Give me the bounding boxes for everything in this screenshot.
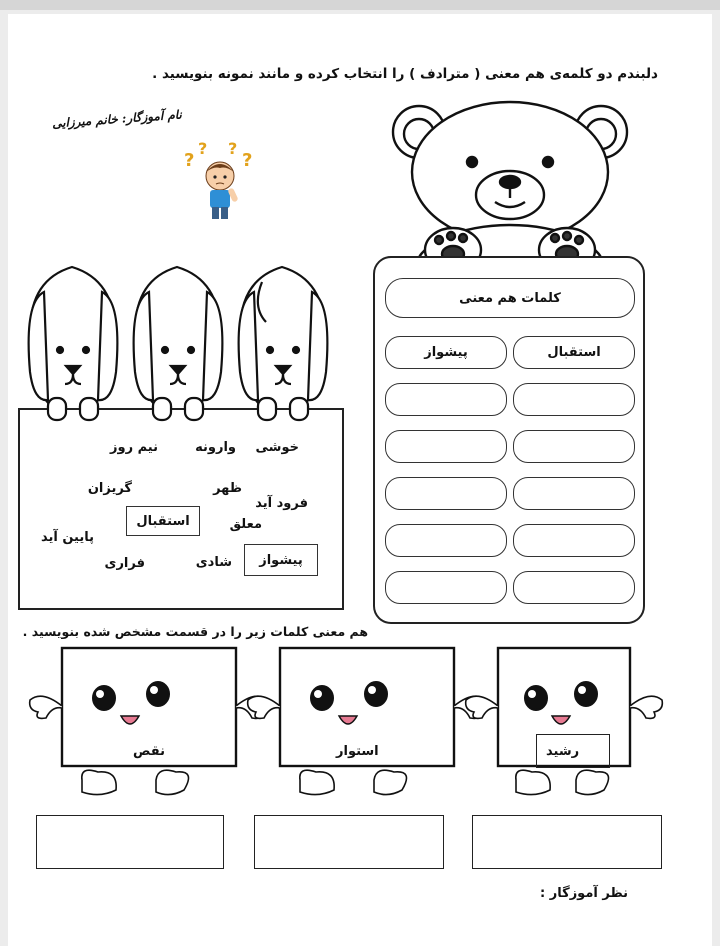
square-character-icon (466, 648, 663, 795)
teacher-signature: نام آموزگار: خانم میرزایی (51, 107, 183, 131)
answer-box[interactable] (472, 815, 662, 869)
square-character-icon (30, 648, 269, 795)
answer-slot-left[interactable] (385, 430, 507, 463)
bear-clipart (385, 100, 635, 272)
confused-boy-clipart (176, 140, 266, 224)
answer-slot-left[interactable] (385, 383, 507, 416)
character-word: نقص (133, 744, 165, 759)
svg-text:?: ? (242, 150, 253, 171)
answer-slot-left[interactable] (385, 524, 507, 557)
word-bank-word: فراری (104, 556, 145, 571)
word-bank-word: شادی (195, 555, 232, 570)
square-characters-clipart (20, 646, 680, 812)
teacher-comment-label: نظر آموزگار : (540, 886, 628, 901)
character-word: رشید (546, 744, 580, 759)
answer-slot-right[interactable] (513, 477, 635, 510)
top-bar (0, 0, 720, 10)
example-answer-left: پیشواز (385, 336, 507, 369)
character-word: استوار (336, 744, 379, 759)
word-bank-word: فرود آید (255, 496, 308, 511)
instruction-2: هم معنی کلمات زیر را در قسمت مشخص شده بنویسید . (22, 624, 368, 639)
answer-box[interactable] (36, 815, 224, 869)
word-bank-word: گریزان (87, 481, 132, 496)
word-bank-word: نیم روز (110, 440, 158, 455)
svg-text:?: ? (184, 150, 195, 171)
svg-text:?: ? (198, 140, 208, 158)
word-bank-word: خوشی (255, 440, 299, 455)
answer-box[interactable] (254, 815, 444, 869)
answer-slot-left[interactable] (385, 477, 507, 510)
answer-slot-left[interactable] (385, 571, 507, 604)
instruction-1: دلبندم دو کلمه‌ی هم معنی ( مترادف ) را انتخاب کرده و مانند نمونه بنویسید . (152, 66, 658, 82)
word-bank-word: ظهر (213, 481, 242, 496)
square-character-icon (248, 648, 487, 795)
answer-slot-right[interactable] (513, 571, 635, 604)
example-answer-right: استقبال (513, 336, 635, 369)
synonym-table-header: کلمات هم معنی (385, 278, 635, 318)
answer-slot-right[interactable] (513, 383, 635, 416)
answer-slot-right[interactable] (513, 430, 635, 463)
word-bank-example-box: پیشواز (244, 544, 318, 576)
word-bank-example-box: استقبال (126, 506, 200, 536)
svg-text:?: ? (228, 140, 238, 158)
word-bank-word: معلق (229, 517, 262, 532)
dog-paws (22, 398, 342, 424)
answer-slot-right[interactable] (513, 524, 635, 557)
word-bank-word: پایین آید (40, 530, 94, 545)
character-word-box (536, 734, 610, 768)
word-bank-word: وارونه (195, 440, 236, 455)
